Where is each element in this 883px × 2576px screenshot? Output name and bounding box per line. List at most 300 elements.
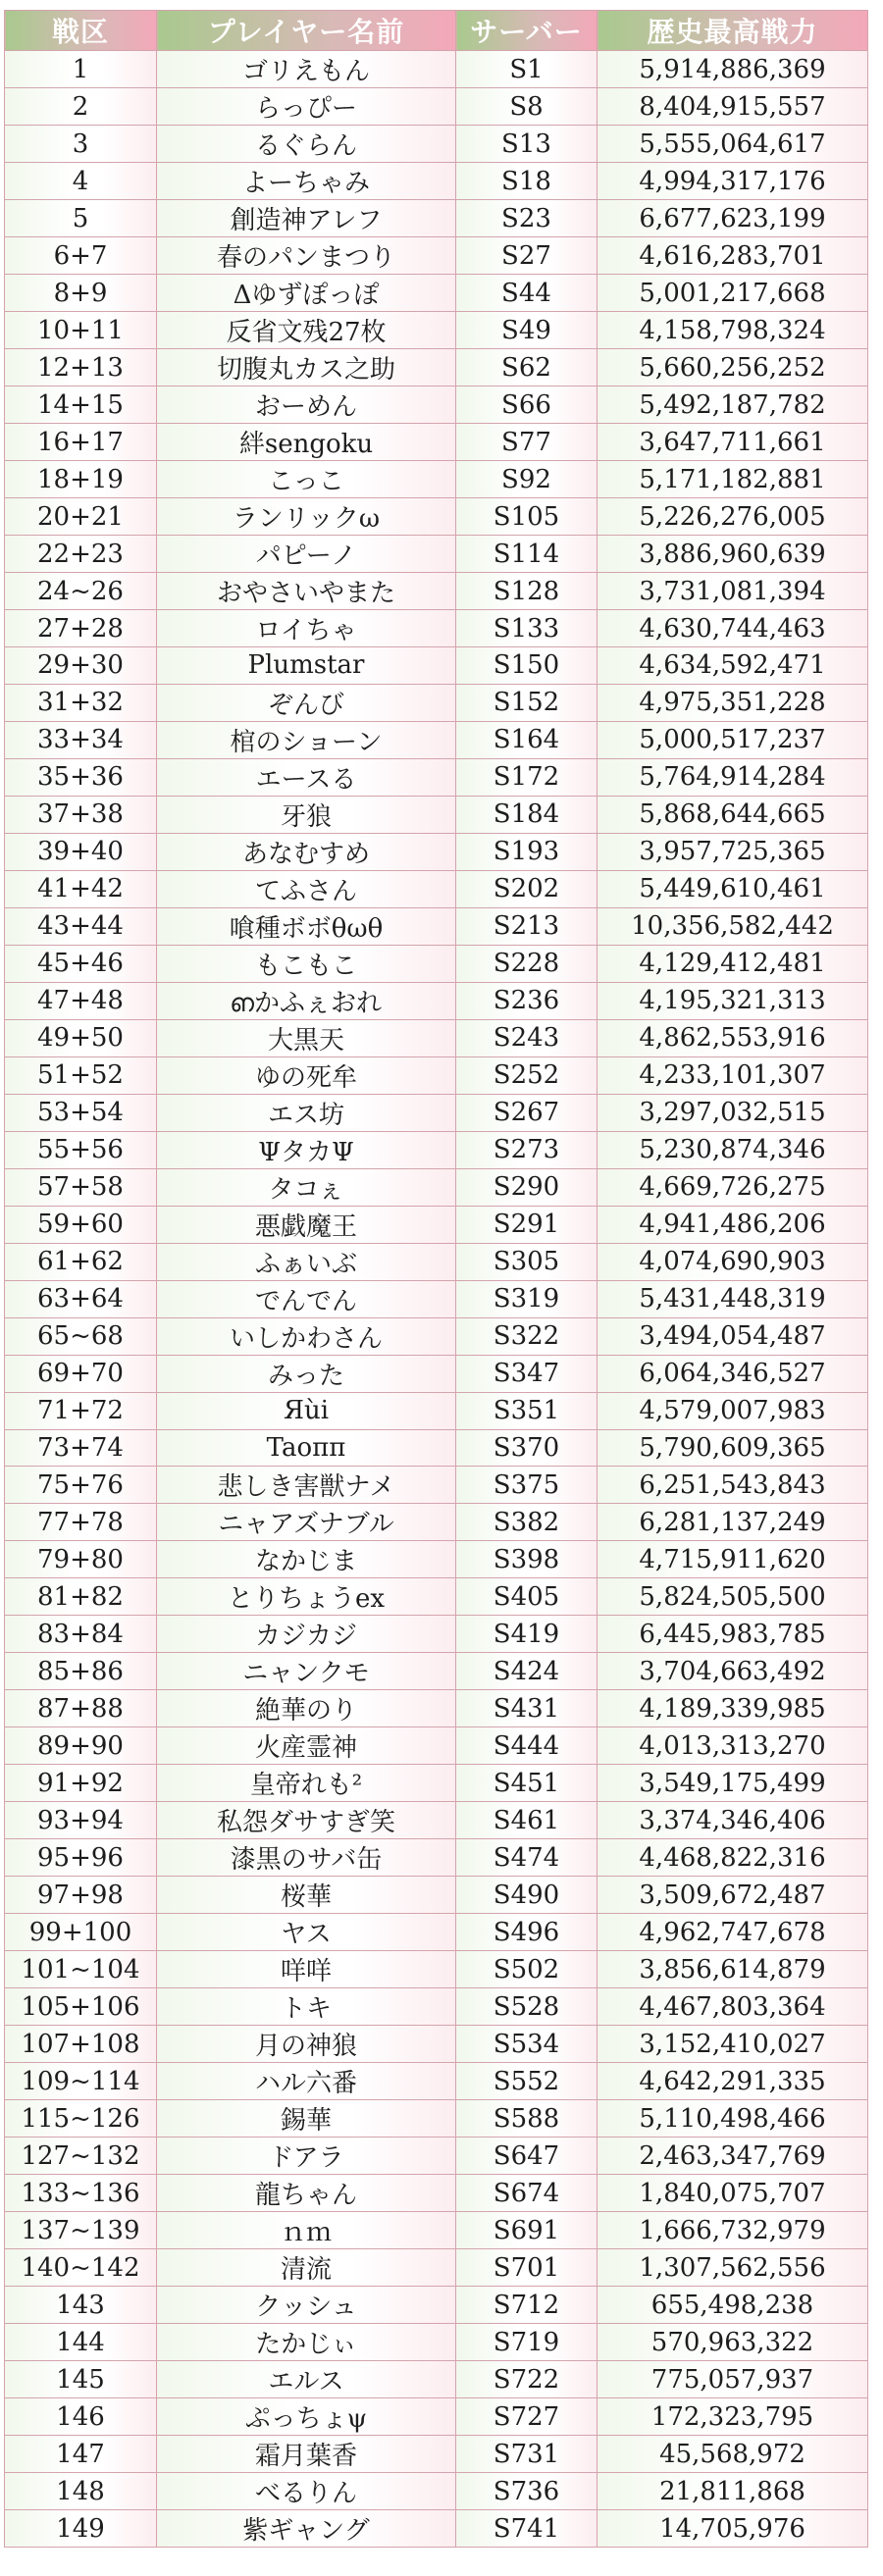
header-battle-zone: 戦区 xyxy=(5,11,157,51)
table-row xyxy=(5,870,868,907)
table-row xyxy=(5,1877,868,1914)
player-name-cell: ഩかふぇおれ xyxy=(157,982,456,1019)
highest-power-cell: 3,704,663,492 xyxy=(597,1653,868,1690)
battle-zone-cell: 85+86 xyxy=(5,1653,157,1690)
table-row xyxy=(5,536,868,573)
battle-zone-cell: 115~126 xyxy=(5,2100,157,2138)
server-cell: S150 xyxy=(456,647,597,685)
table-row xyxy=(5,2175,868,2212)
table-row xyxy=(5,1802,868,1839)
highest-power-cell: 6,281,137,249 xyxy=(597,1504,868,1541)
table-row xyxy=(5,126,868,163)
player-name-cell: みった xyxy=(157,1355,456,1392)
server-cell: S77 xyxy=(456,424,597,461)
player-name-cell: 春のパンまつり xyxy=(157,237,456,275)
server-cell: S49 xyxy=(456,312,597,349)
battle-zone-cell: 81+82 xyxy=(5,1578,157,1616)
server-cell: S347 xyxy=(456,1355,597,1392)
highest-power-cell: 3,494,054,487 xyxy=(597,1317,868,1355)
battle-zone-cell: 37+38 xyxy=(5,796,157,833)
battle-zone-cell: 71+72 xyxy=(5,1392,157,1429)
battle-zone-cell: 144 xyxy=(5,2324,157,2361)
highest-power-cell: 5,660,256,252 xyxy=(597,349,868,386)
table-row xyxy=(5,1765,868,1802)
battle-zone-cell: 105+106 xyxy=(5,1988,157,2026)
player-name-cell: ニャンクモ xyxy=(157,1653,456,1690)
player-name-cell: べるりん xyxy=(157,2473,456,2510)
header-row xyxy=(5,11,868,51)
highest-power-cell: 5,824,505,500 xyxy=(597,1578,868,1616)
table-row xyxy=(5,1690,868,1727)
table-row xyxy=(5,200,868,237)
table-row xyxy=(5,237,868,275)
header-player-name: プレイヤー名前 xyxy=(157,11,456,51)
battle-zone-cell: 33+34 xyxy=(5,721,157,758)
highest-power-cell: 4,074,690,903 xyxy=(597,1243,868,1280)
highest-power-cell: 3,856,614,879 xyxy=(597,1951,868,1988)
server-cell: S322 xyxy=(456,1317,597,1355)
server-cell: S398 xyxy=(456,1541,597,1578)
player-name-cell: ｎｍ xyxy=(157,2212,456,2249)
server-cell: S213 xyxy=(456,907,597,945)
table-row xyxy=(5,1727,868,1765)
server-cell: S502 xyxy=(456,1951,597,1988)
server-cell: S228 xyxy=(456,945,597,982)
player-name-cell: あなむすめ xyxy=(157,833,456,870)
table-row xyxy=(5,163,868,200)
table-row xyxy=(5,424,868,461)
highest-power-cell: 4,467,803,364 xyxy=(597,1988,868,2026)
server-cell: S474 xyxy=(456,1839,597,1877)
highest-power-cell: 4,634,592,471 xyxy=(597,647,868,685)
highest-power-cell: 655,498,238 xyxy=(597,2287,868,2324)
battle-zone-cell: 18+19 xyxy=(5,461,157,498)
highest-power-cell: 172,323,795 xyxy=(597,2398,868,2436)
player-name-cell: こっこ xyxy=(157,461,456,498)
battle-zone-cell: 75+76 xyxy=(5,1467,157,1504)
server-cell: S722 xyxy=(456,2361,597,2398)
battle-zone-cell: 87+88 xyxy=(5,1690,157,1727)
server-cell: S18 xyxy=(456,163,597,200)
table-row xyxy=(5,1988,868,2026)
table-row xyxy=(5,349,868,386)
server-cell: S267 xyxy=(456,1094,597,1131)
player-name-cell: ハル六番 xyxy=(157,2063,456,2100)
battle-zone-cell: 39+40 xyxy=(5,833,157,870)
player-name-cell: 霜月葉香 xyxy=(157,2436,456,2473)
battle-zone-cell: 95+96 xyxy=(5,1839,157,1877)
battle-zone-cell: 143 xyxy=(5,2287,157,2324)
player-name-cell: よーちゃみ xyxy=(157,163,456,200)
highest-power-cell: 3,549,175,499 xyxy=(597,1765,868,1802)
player-name-cell: Δゆずぽっぽ xyxy=(157,275,456,312)
table-row xyxy=(5,1616,868,1653)
player-name-cell: ニャアズナブル xyxy=(157,1504,456,1541)
battle-zone-cell: 89+90 xyxy=(5,1727,157,1765)
highest-power-cell: 3,731,081,394 xyxy=(597,573,868,610)
server-cell: S424 xyxy=(456,1653,597,1690)
battle-zone-cell: 65~68 xyxy=(5,1317,157,1355)
table-row xyxy=(5,2287,868,2324)
highest-power-cell: 8,404,915,557 xyxy=(597,88,868,126)
server-cell: S27 xyxy=(456,237,597,275)
server-cell: S674 xyxy=(456,2175,597,2212)
highest-power-cell: 4,468,822,316 xyxy=(597,1839,868,1877)
server-cell: S496 xyxy=(456,1914,597,1951)
battle-zone-cell: 146 xyxy=(5,2398,157,2436)
battle-zone-cell: 57+58 xyxy=(5,1168,157,1206)
table-row xyxy=(5,647,868,685)
battle-zone-cell: 77+78 xyxy=(5,1504,157,1541)
server-cell: S305 xyxy=(456,1243,597,1280)
player-name-cell: パピーノ xyxy=(157,536,456,573)
highest-power-cell: 14,705,976 xyxy=(597,2510,868,2548)
player-name-cell: でんでん xyxy=(157,1280,456,1317)
table-row xyxy=(5,1168,868,1206)
server-cell: S105 xyxy=(456,498,597,536)
highest-power-cell: 5,449,610,461 xyxy=(597,870,868,907)
table-row xyxy=(5,2324,868,2361)
battle-zone-cell: 101~104 xyxy=(5,1951,157,1988)
player-name-cell: 私怨ダサすぎ笑 xyxy=(157,1802,456,1839)
battle-zone-cell: 63+64 xyxy=(5,1280,157,1317)
battle-zone-cell: 49+50 xyxy=(5,1019,157,1056)
server-cell: S431 xyxy=(456,1690,597,1727)
highest-power-cell: 4,669,726,275 xyxy=(597,1168,868,1206)
table-row xyxy=(5,312,868,349)
battle-zone-cell: 2 xyxy=(5,88,157,126)
player-name-cell: 大黒天 xyxy=(157,1019,456,1056)
server-cell: S62 xyxy=(456,349,597,386)
table-row xyxy=(5,2436,868,2473)
player-name-cell: クッシュ xyxy=(157,2287,456,2324)
player-name-cell: ランリックω xyxy=(157,498,456,536)
battle-zone-cell: 4 xyxy=(5,163,157,200)
table-row xyxy=(5,833,868,870)
battle-zone-cell: 12+13 xyxy=(5,349,157,386)
server-cell: S375 xyxy=(456,1467,597,1504)
player-name-cell: らっぴー xyxy=(157,88,456,126)
battle-zone-cell: 45+46 xyxy=(5,945,157,982)
highest-power-cell: 5,555,064,617 xyxy=(597,126,868,163)
highest-power-cell: 775,057,937 xyxy=(597,2361,868,2398)
server-cell: S133 xyxy=(456,610,597,647)
player-name-cell: 喰種ボボθωθ xyxy=(157,907,456,945)
highest-power-cell: 2,463,347,769 xyxy=(597,2138,868,2175)
player-name-cell: たかじぃ xyxy=(157,2324,456,2361)
battle-zone-cell: 41+42 xyxy=(5,870,157,907)
highest-power-cell: 4,975,351,228 xyxy=(597,684,868,721)
table-row xyxy=(5,758,868,796)
highest-power-cell: 4,616,283,701 xyxy=(597,237,868,275)
highest-power-cell: 4,579,007,983 xyxy=(597,1392,868,1429)
battle-zone-cell: 147 xyxy=(5,2436,157,2473)
player-name-cell: ゴリえもん xyxy=(157,51,456,88)
table-row xyxy=(5,51,868,88)
server-cell: S319 xyxy=(456,1280,597,1317)
server-cell: S351 xyxy=(456,1392,597,1429)
server-cell: S252 xyxy=(456,1056,597,1094)
player-name-cell: おやさいやまた xyxy=(157,573,456,610)
table-row xyxy=(5,2212,868,2249)
player-name-cell: カジカジ xyxy=(157,1616,456,1653)
highest-power-cell: 5,226,276,005 xyxy=(597,498,868,536)
table-row xyxy=(5,721,868,758)
battle-zone-cell: 93+94 xyxy=(5,1802,157,1839)
player-name-cell: ぷっちょψ xyxy=(157,2398,456,2436)
server-cell: S534 xyxy=(456,2026,597,2063)
battle-zone-cell: 107+108 xyxy=(5,2026,157,2063)
player-name-cell: Яùi xyxy=(157,1392,456,1429)
highest-power-cell: 5,492,187,782 xyxy=(597,386,868,424)
table-row xyxy=(5,982,868,1019)
header-server: サーバー xyxy=(456,11,597,51)
server-cell: S528 xyxy=(456,1988,597,2026)
highest-power-cell: 3,297,032,515 xyxy=(597,1094,868,1131)
server-cell: S552 xyxy=(456,2063,597,2100)
table-row xyxy=(5,573,868,610)
battle-zone-cell: 1 xyxy=(5,51,157,88)
battle-zone-cell: 6+7 xyxy=(5,237,157,275)
player-name-cell: るぐらん xyxy=(157,126,456,163)
battle-zone-cell: 5 xyxy=(5,200,157,237)
table-row xyxy=(5,2398,868,2436)
highest-power-cell: 1,666,732,979 xyxy=(597,2212,868,2249)
server-cell: S719 xyxy=(456,2324,597,2361)
player-name-cell: いしかわさん xyxy=(157,1317,456,1355)
highest-power-cell: 5,001,217,668 xyxy=(597,275,868,312)
server-cell: S291 xyxy=(456,1206,597,1243)
battle-zone-cell: 79+80 xyxy=(5,1541,157,1578)
highest-power-cell: 10,356,582,442 xyxy=(597,907,868,945)
highest-power-cell: 4,715,911,620 xyxy=(597,1541,868,1578)
player-name-cell: 悪戯魔王 xyxy=(157,1206,456,1243)
server-cell: S184 xyxy=(456,796,597,833)
server-cell: S444 xyxy=(456,1727,597,1765)
server-cell: S490 xyxy=(456,1877,597,1914)
table-row xyxy=(5,2026,868,2063)
table-row xyxy=(5,1206,868,1243)
highest-power-cell: 4,233,101,307 xyxy=(597,1056,868,1094)
battle-zone-cell: 29+30 xyxy=(5,647,157,685)
server-cell: S44 xyxy=(456,275,597,312)
battle-zone-cell: 83+84 xyxy=(5,1616,157,1653)
table-row xyxy=(5,1243,868,1280)
server-cell: S128 xyxy=(456,573,597,610)
table-row xyxy=(5,1951,868,1988)
server-cell: S419 xyxy=(456,1616,597,1653)
server-cell: S461 xyxy=(456,1802,597,1839)
server-cell: S8 xyxy=(456,88,597,126)
battle-zone-cell: 3 xyxy=(5,126,157,163)
player-name-cell: ΨタカΨ xyxy=(157,1131,456,1168)
highest-power-cell: 5,790,609,365 xyxy=(597,1429,868,1467)
player-name-cell: 月の神狼 xyxy=(157,2026,456,2063)
player-name-cell: ゆの死牟 xyxy=(157,1056,456,1094)
player-name-cell: 咩咩 xyxy=(157,1951,456,1988)
table-row xyxy=(5,1839,868,1877)
server-cell: S243 xyxy=(456,1019,597,1056)
highest-power-cell: 5,171,182,881 xyxy=(597,461,868,498)
battle-zone-cell: 10+11 xyxy=(5,312,157,349)
player-name-cell: 悲しき害獣ナメ xyxy=(157,1467,456,1504)
battle-zone-cell: 109~114 xyxy=(5,2063,157,2100)
table-row xyxy=(5,386,868,424)
table-row xyxy=(5,2138,868,2175)
player-name-cell: 反省文残27枚 xyxy=(157,312,456,349)
battle-zone-cell: 145 xyxy=(5,2361,157,2398)
server-cell: S647 xyxy=(456,2138,597,2175)
server-cell: S701 xyxy=(456,2249,597,2287)
highest-power-cell: 45,568,972 xyxy=(597,2436,868,2473)
player-name-cell: 漆黒のサバ缶 xyxy=(157,1839,456,1877)
highest-power-cell: 4,129,412,481 xyxy=(597,945,868,982)
battle-zone-cell: 27+28 xyxy=(5,610,157,647)
table-row xyxy=(5,796,868,833)
table-row xyxy=(5,1355,868,1392)
table-row xyxy=(5,2473,868,2510)
player-name-cell: 絆sengoku xyxy=(157,424,456,461)
player-name-cell: とりちょうex xyxy=(157,1578,456,1616)
ranking-table xyxy=(4,10,868,2548)
battle-zone-cell: 97+98 xyxy=(5,1877,157,1914)
server-cell: S370 xyxy=(456,1429,597,1467)
server-cell: S691 xyxy=(456,2212,597,2249)
server-cell: S741 xyxy=(456,2510,597,2548)
player-name-cell: 火産霊神 xyxy=(157,1727,456,1765)
battle-zone-cell: 53+54 xyxy=(5,1094,157,1131)
battle-zone-cell: 8+9 xyxy=(5,275,157,312)
server-cell: S152 xyxy=(456,684,597,721)
highest-power-cell: 4,630,744,463 xyxy=(597,610,868,647)
table-row xyxy=(5,275,868,312)
table-row xyxy=(5,1392,868,1429)
player-name-cell: 皇帝れも² xyxy=(157,1765,456,1802)
server-cell: S588 xyxy=(456,2100,597,2138)
highest-power-cell: 5,000,517,237 xyxy=(597,721,868,758)
player-name-cell: おーめん xyxy=(157,386,456,424)
battle-zone-cell: 140~142 xyxy=(5,2249,157,2287)
player-name-cell: 紫ギャング xyxy=(157,2510,456,2548)
table-row xyxy=(5,1541,868,1578)
player-name-cell: エースる xyxy=(157,758,456,796)
server-cell: S273 xyxy=(456,1131,597,1168)
highest-power-cell: 4,994,317,176 xyxy=(597,163,868,200)
battle-zone-cell: 69+70 xyxy=(5,1355,157,1392)
highest-power-cell: 3,647,711,661 xyxy=(597,424,868,461)
player-name-cell: てふさん xyxy=(157,870,456,907)
table-row xyxy=(5,1578,868,1616)
table-row xyxy=(5,1019,868,1056)
server-cell: S114 xyxy=(456,536,597,573)
table-row xyxy=(5,1131,868,1168)
player-name-cell: ぞんび xyxy=(157,684,456,721)
player-name-cell: ロイちゃ xyxy=(157,610,456,647)
highest-power-cell: 1,307,562,556 xyxy=(597,2249,868,2287)
player-name-cell: 切腹丸カス之助 xyxy=(157,349,456,386)
highest-power-cell: 6,677,623,199 xyxy=(597,200,868,237)
battle-zone-cell: 91+92 xyxy=(5,1765,157,1802)
header-highest-power: 歴史最高戦力 xyxy=(597,11,868,51)
highest-power-cell: 3,509,672,487 xyxy=(597,1877,868,1914)
highest-power-cell: 5,230,874,346 xyxy=(597,1131,868,1168)
table-row xyxy=(5,907,868,945)
table-row xyxy=(5,1056,868,1094)
highest-power-cell: 5,914,886,369 xyxy=(597,51,868,88)
highest-power-cell: 3,886,960,639 xyxy=(597,536,868,573)
player-name-cell: タコぇ xyxy=(157,1168,456,1206)
highest-power-cell: 4,158,798,324 xyxy=(597,312,868,349)
table-row xyxy=(5,1429,868,1467)
highest-power-cell: 4,013,313,270 xyxy=(597,1727,868,1765)
battle-zone-cell: 14+15 xyxy=(5,386,157,424)
table-row xyxy=(5,610,868,647)
highest-power-cell: 3,957,725,365 xyxy=(597,833,868,870)
highest-power-cell: 5,764,914,284 xyxy=(597,758,868,796)
highest-power-cell: 4,962,747,678 xyxy=(597,1914,868,1951)
highest-power-cell: 6,064,346,527 xyxy=(597,1355,868,1392)
table-row xyxy=(5,1280,868,1317)
battle-zone-cell: 24~26 xyxy=(5,573,157,610)
player-name-cell: エス坊 xyxy=(157,1094,456,1131)
player-name-cell: ヤス xyxy=(157,1914,456,1951)
server-cell: S23 xyxy=(456,200,597,237)
battle-zone-cell: 127~132 xyxy=(5,2138,157,2175)
server-cell: S736 xyxy=(456,2473,597,2510)
highest-power-cell: 4,642,291,335 xyxy=(597,2063,868,2100)
highest-power-cell: 570,963,322 xyxy=(597,2324,868,2361)
table-row xyxy=(5,945,868,982)
server-cell: S13 xyxy=(456,126,597,163)
battle-zone-cell: 61+62 xyxy=(5,1243,157,1280)
server-cell: S236 xyxy=(456,982,597,1019)
highest-power-cell: 4,862,553,916 xyxy=(597,1019,868,1056)
player-name-cell: トキ xyxy=(157,1988,456,2026)
table-row xyxy=(5,461,868,498)
battle-zone-cell: 59+60 xyxy=(5,1206,157,1243)
battle-zone-cell: 47+48 xyxy=(5,982,157,1019)
server-cell: S172 xyxy=(456,758,597,796)
player-name-cell: 絶華のり xyxy=(157,1690,456,1727)
battle-zone-cell: 73+74 xyxy=(5,1429,157,1467)
battle-zone-cell: 137~139 xyxy=(5,2212,157,2249)
highest-power-cell: 6,445,983,785 xyxy=(597,1616,868,1653)
server-cell: S66 xyxy=(456,386,597,424)
server-cell: S382 xyxy=(456,1504,597,1541)
battle-zone-cell: 22+23 xyxy=(5,536,157,573)
battle-zone-cell: 149 xyxy=(5,2510,157,2548)
player-name-cell: Plumstar xyxy=(157,647,456,685)
table-row xyxy=(5,2063,868,2100)
battle-zone-cell: 43+44 xyxy=(5,907,157,945)
server-cell: S193 xyxy=(456,833,597,870)
table-row xyxy=(5,2100,868,2138)
table-body xyxy=(5,51,868,2548)
battle-zone-cell: 148 xyxy=(5,2473,157,2510)
server-cell: S405 xyxy=(456,1578,597,1616)
highest-power-cell: 4,189,339,985 xyxy=(597,1690,868,1727)
player-name-cell: 創造神アレフ xyxy=(157,200,456,237)
server-cell: S202 xyxy=(456,870,597,907)
server-cell: S727 xyxy=(456,2398,597,2436)
highest-power-cell: 5,868,644,665 xyxy=(597,796,868,833)
battle-zone-cell: 16+17 xyxy=(5,424,157,461)
highest-power-cell: 6,251,543,843 xyxy=(597,1467,868,1504)
battle-zone-cell: 51+52 xyxy=(5,1056,157,1094)
table-row xyxy=(5,2361,868,2398)
player-name-cell: エルス xyxy=(157,2361,456,2398)
battle-zone-cell: 20+21 xyxy=(5,498,157,536)
